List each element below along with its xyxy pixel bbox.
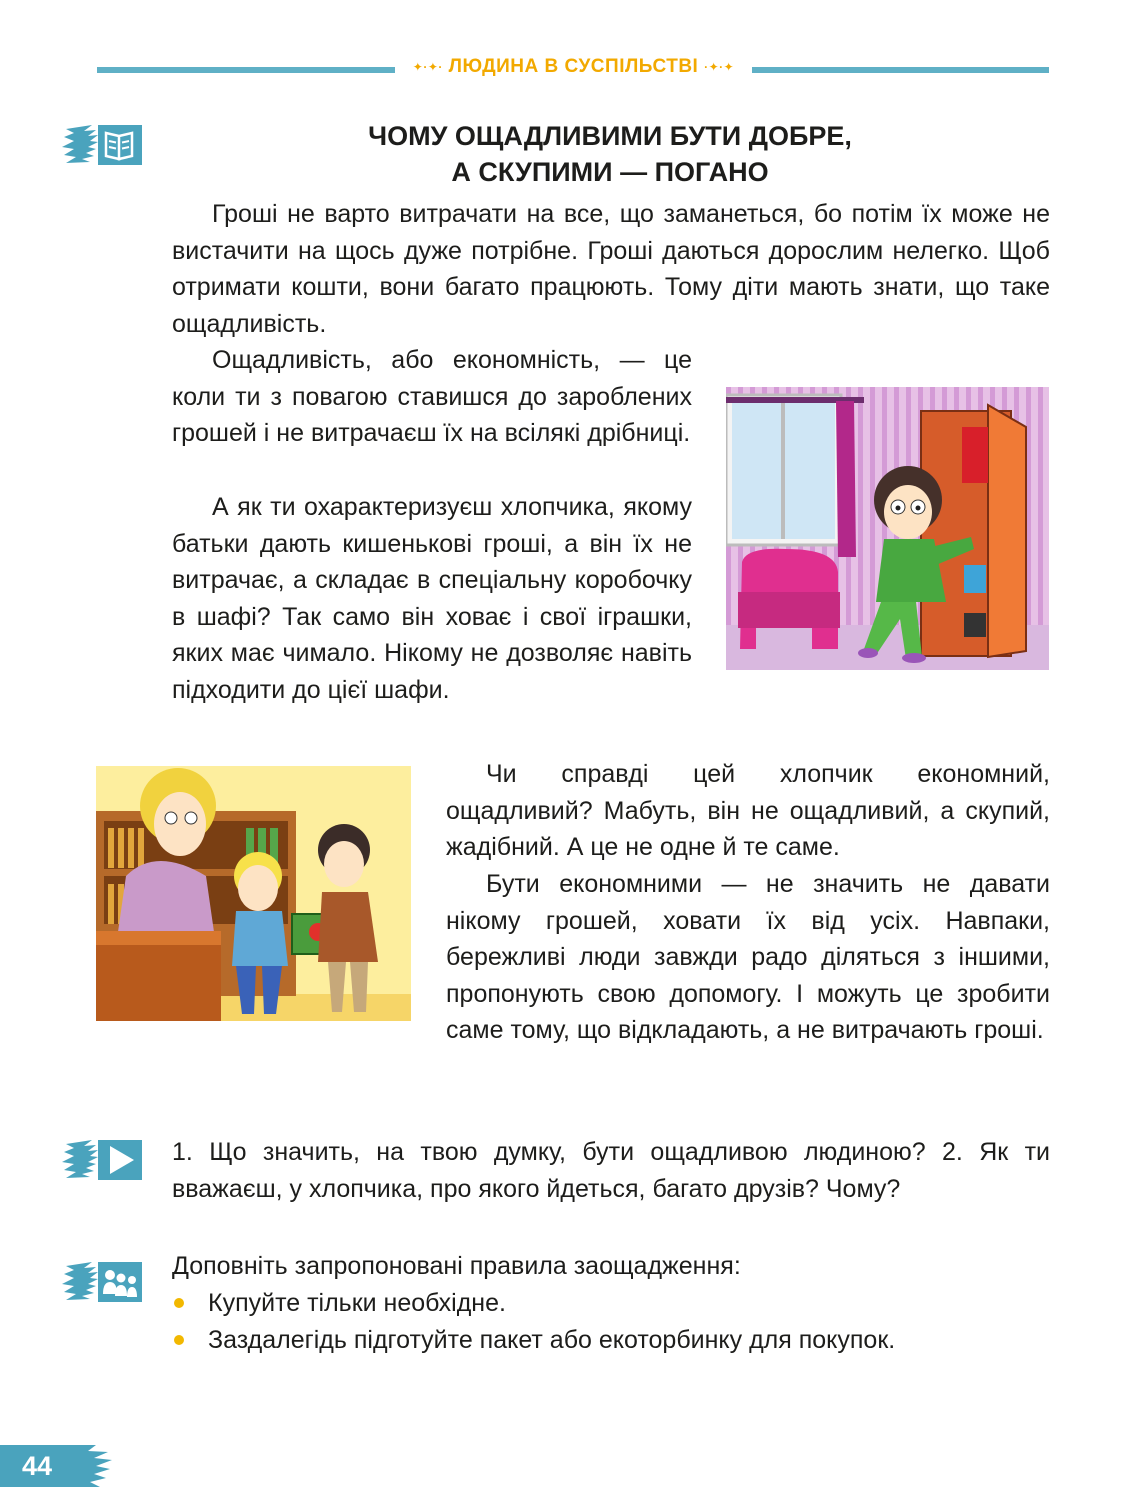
paragraph-3: А як ти охарактеризуєш хлопчика, якому батьки дають кишенькові гроші, а він їх не витрачає, а складає в спеціальну коробочку в шафі? Так само він ховає і свої іграшки, яких має чимало. Нікому не дозволяє навіть підходити до цієї шафи. xyxy=(172,493,692,704)
task-intro: Доповніть запропоновані правила заощадження: xyxy=(172,1252,741,1280)
header-rule-right xyxy=(752,67,1049,73)
list-item-text: Купуйте тільки необхідне. xyxy=(208,1289,506,1317)
list-item-text: Заздалегідь підготуйте пакет або екоторбинку для покупок. xyxy=(208,1326,896,1354)
title-line-2: А СКУПИМИ — ПОГАНО xyxy=(451,157,769,187)
paragraph-4: Чи справді цей хлопчик економний, ощадливий? Мабуть, він не ощадливий, а скупий, жадібний. А це не одне й те саме. xyxy=(446,760,1050,861)
article-title xyxy=(300,118,920,190)
illustration-boy-wardrobe xyxy=(726,387,1049,670)
page-number: 44 xyxy=(22,1451,53,1481)
illustration-family-sharing xyxy=(96,766,411,1021)
group-task xyxy=(172,1248,1050,1359)
book-icon xyxy=(62,121,144,167)
section-header xyxy=(395,56,752,78)
questions-text: 1. Що значить, на твою думку, бути ощадливою людиною? 2. Як ти вважаєш, у хлопчика, про якого йдеться, багато друзів? Чому? xyxy=(172,1138,1050,1203)
rules-list xyxy=(172,1285,1050,1359)
header-rule-left xyxy=(97,67,395,73)
list-item xyxy=(172,1322,1050,1359)
section-title: ЛЮДИНА В СУСПІЛЬСТВІ xyxy=(448,56,699,77)
paragraph-1: Гроші не варто витрачати на все, що заманеться, бо потім їх може не вистачити на щось дуже потрібне. Гроші даються дорослим нелегко. Щоб отримати кошти, вони багато працюють. Тому діти мають знати, що таке ощадливість. xyxy=(172,200,1050,338)
title-line-1: ЧОМУ ОЩАДЛИВИМИ БУТИ ДОБРЕ, xyxy=(368,121,852,151)
ornament-right-icon: ·✦·✦ xyxy=(704,59,735,74)
paragraph-2: Ощадливість, або економність, — це коли ти з повагою ставишся до зароблених грошей і не витрачаєш їх на всілякі дрібниці. xyxy=(172,346,692,447)
bullet-icon xyxy=(174,1298,184,1308)
bullet-icon xyxy=(174,1335,184,1345)
page-number-tab xyxy=(0,1443,112,1489)
paragraph-5: Бути економними — не значить не давати нікому грошей, ховати їх від усіх. Навпаки, бережливі люди завжди радо діляться з іншими, пропонують свою допомогу. І можуть це зробити саме тому, що відкладають, а не витрачають гроші. xyxy=(446,870,1050,1044)
ornament-left-icon: ✦·✦· xyxy=(412,59,443,74)
list-item xyxy=(172,1285,1050,1322)
play-icon xyxy=(62,1136,144,1182)
group-people-icon xyxy=(62,1258,144,1304)
